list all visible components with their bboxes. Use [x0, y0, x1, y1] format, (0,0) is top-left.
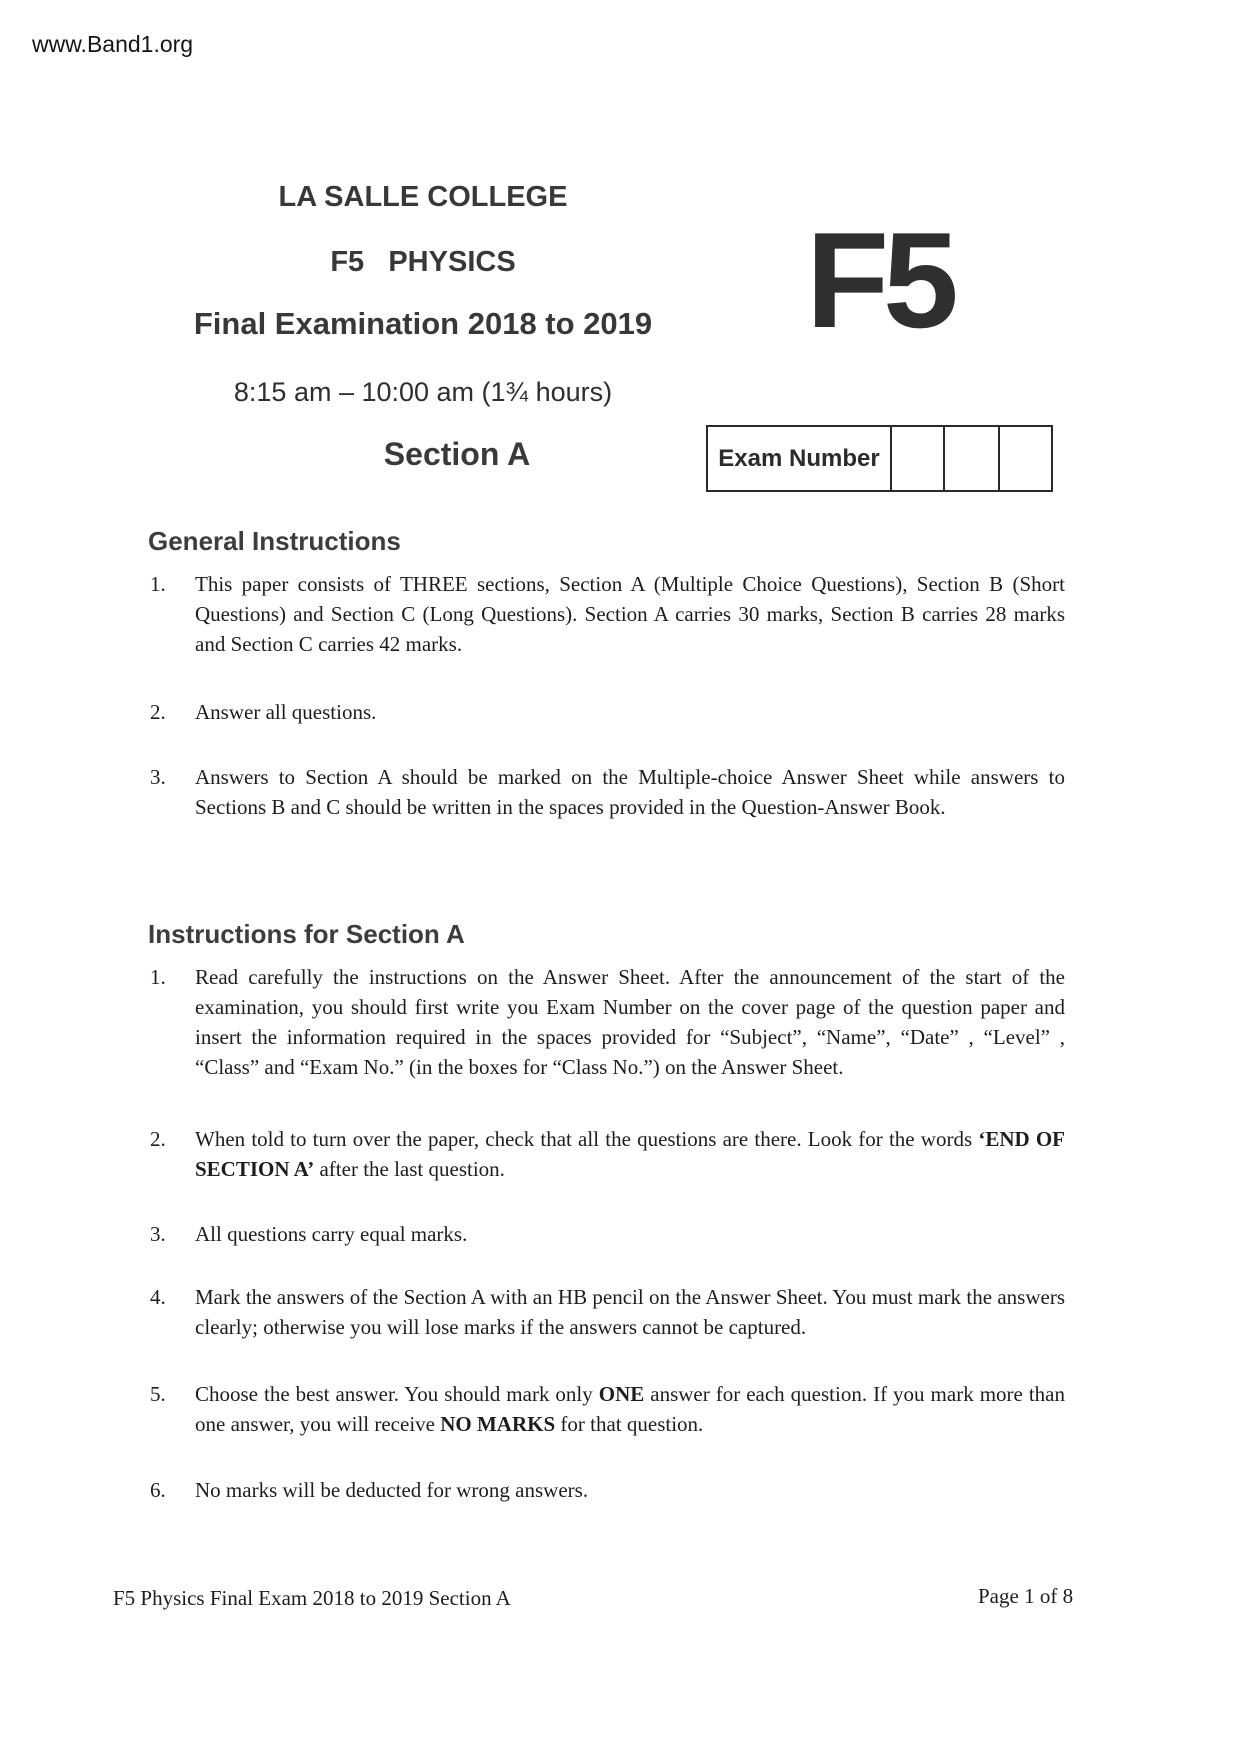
general-instructions-heading: General Instructions	[148, 526, 401, 556]
instruction-item	[150, 762, 1065, 822]
item-text: This paper consists of THREE sections, Section A (Multiple Choice Questions), Section B (Short Questions) and Section C (Long Questions). Section A carries 30 marks, Section B carries 28 marks and Section C carries 42 marks.	[195, 572, 1065, 656]
footer-page-number: Page 1 of 8	[978, 1584, 1074, 1608]
instruction-item	[150, 1282, 1065, 1342]
item-text: Read carefully the instructions on the Answer Sheet. After the announcement of the start of the examination, you should first write you Exam Number on the cover page of the question paper and insert the information required in the spaces provided for “Subject”, “Name”, “Date” , “Level” , “Class” and “Exam No.” (in the boxes for “Class No.”) on the Answer Sheet.	[195, 965, 1065, 1079]
item-number: 3.	[150, 765, 166, 789]
instruction-item	[150, 962, 1065, 1082]
instruction-item	[150, 1219, 1065, 1249]
instruction-item	[150, 1475, 1065, 1505]
item-text: Answers to Section A should be marked on the Multiple-choice Answer Sheet while answers to Sections B and C should be written in the spaces provided in the Question-Answer Book.	[195, 765, 1065, 819]
instruction-item	[150, 569, 1065, 659]
section-a-instructions-heading: Instructions for Section A	[148, 919, 465, 949]
item-text: Answer all questions.	[195, 700, 377, 724]
item-text: No marks will be deducted for wrong answers.	[195, 1478, 589, 1502]
item-text: When told to turn over the paper, check that all the questions are there. Look for the words ‘END OF SECTION A’ after the last question.	[195, 1127, 1066, 1181]
school-name: LA SALLE COLLEGE	[278, 181, 568, 213]
item-text: Mark the answers of the Section A with an HB pencil on the Answer Sheet. You must mark the answers clearly; otherwise you will lose marks if the answers cannot be captured.	[195, 1285, 1065, 1339]
form-level-badge: F5	[806, 204, 953, 356]
exam-number-label: Exam Number	[718, 444, 880, 472]
item-number: 2.	[150, 700, 166, 724]
item-number: 6.	[150, 1478, 166, 1502]
subject-title: F5 PHYSICS	[330, 246, 516, 278]
watermark-url: www.Band1.org	[32, 31, 194, 57]
exam-number-box	[706, 425, 1053, 492]
item-number: 5.	[150, 1382, 166, 1406]
item-text: All questions carry equal marks.	[195, 1222, 468, 1246]
section-heading: Section A	[383, 436, 531, 472]
footer-document-title: F5 Physics Final Exam 2018 to 2019 Section A	[113, 1586, 511, 1610]
item-number: 2.	[150, 1127, 166, 1151]
exam-time: 8:15 am – 10:00 am (1¾ hours)	[233, 377, 613, 407]
item-text: Choose the best answer. You should mark only ONE answer for each question. If you mark more than one answer, you will receive NO MARKS for that question.	[195, 1382, 1065, 1436]
item-number: 4.	[150, 1285, 166, 1309]
exam-number-cell-1	[890, 427, 943, 490]
instruction-item	[150, 1124, 1065, 1184]
item-number: 1.	[150, 572, 166, 596]
item-number: 3.	[150, 1222, 166, 1246]
exam-number-cell-3	[998, 427, 1051, 490]
exam-title: Final Examination 2018 to 2019	[193, 306, 653, 341]
exam-number-cell-2	[943, 427, 998, 490]
instruction-item	[150, 697, 1065, 727]
item-number: 1.	[150, 965, 166, 989]
instruction-item	[150, 1379, 1065, 1439]
